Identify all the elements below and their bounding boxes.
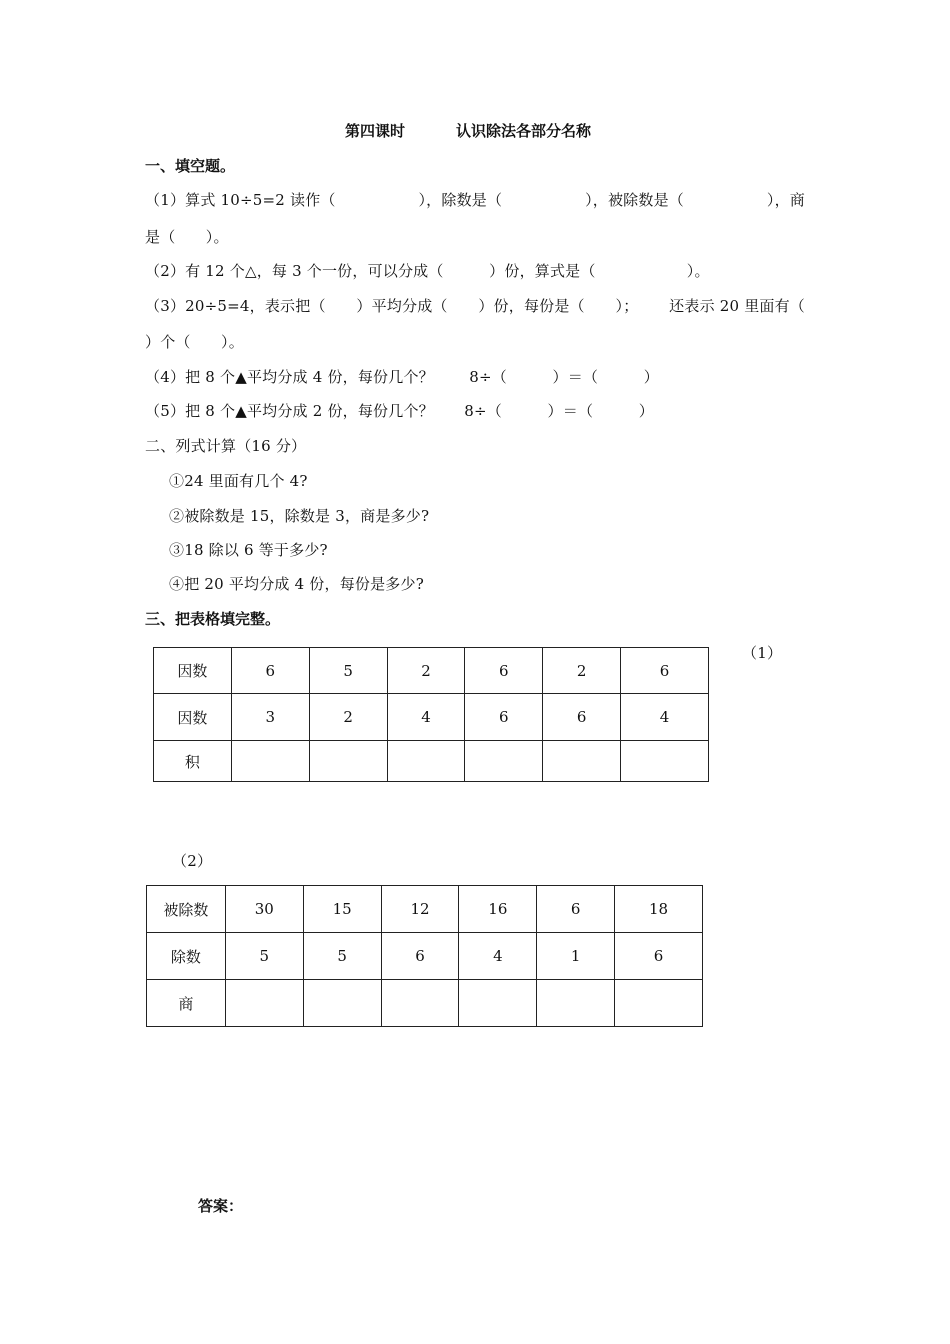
q3-part-e: 还表示 20 里面有（ <box>669 297 805 315</box>
table-cell: 6 <box>381 933 459 980</box>
blank-cell <box>459 980 537 1027</box>
row-header: 积 <box>154 741 232 782</box>
q3-part-b: ）平均分成（ <box>356 297 448 315</box>
table-cell: 6 <box>543 694 621 741</box>
table-cell: 4 <box>387 694 465 741</box>
table-cell: 16 <box>459 886 537 933</box>
table-row <box>147 980 703 1027</box>
blank-cell <box>387 741 465 782</box>
q1-part-c: ），被除数是（ <box>585 191 684 209</box>
q3-part-a: （3）20÷5=4，表示把（ <box>145 297 326 315</box>
q1-part-b: ），除数是（ <box>418 191 503 209</box>
row-header: 商 <box>147 980 226 1027</box>
table-cell: 5 <box>303 933 381 980</box>
row-header: 因数 <box>154 694 232 741</box>
question-4: （4）把 8 个▲平均分成 4 份，每份几个？ 8÷（ ）＝（ ） <box>145 368 659 386</box>
row-header: 被除数 <box>147 886 226 933</box>
table-cell: 18 <box>615 886 703 933</box>
table-cell: 2 <box>387 648 465 694</box>
blank-cell <box>465 741 543 782</box>
question-1-line-2: 是（ ）。 <box>145 228 229 246</box>
calc-item-2: ②被除数是 15，除数是 3，商是多少? <box>169 507 430 525</box>
q3-part-c: ）份，每份是（ <box>478 297 585 315</box>
dividend-quotient-table <box>146 885 703 1027</box>
table-cell: 30 <box>225 886 303 933</box>
table-cell: 6 <box>615 933 703 980</box>
question-5: （5）把 8 个▲平均分成 2 份，每份几个？ 8÷（ ）＝（ ） <box>145 402 654 420</box>
table-cell: 5 <box>225 933 303 980</box>
table-cell: 6 <box>537 886 615 933</box>
table-row <box>154 648 709 694</box>
table-row <box>147 886 703 933</box>
table-cell: 6 <box>465 648 543 694</box>
table-cell: 12 <box>381 886 459 933</box>
question-3-line-1 <box>145 295 805 316</box>
calc-item-4: ④把 20 平均分成 4 份，每份是多少? <box>169 575 424 593</box>
table-cell: 1 <box>537 933 615 980</box>
factor-product-table <box>153 647 709 782</box>
blank-cell <box>615 980 703 1027</box>
table2-label: （2） <box>172 852 213 870</box>
table-cell: 5 <box>309 648 387 694</box>
section1-heading: 一、填空题。 <box>145 157 236 175</box>
table-row <box>147 933 703 980</box>
section3-heading: 三、把表格填完整。 <box>145 610 281 628</box>
table-cell: 4 <box>459 933 537 980</box>
table-cell: 6 <box>621 648 709 694</box>
blank-cell <box>537 980 615 1027</box>
table1-label: （1） <box>742 644 783 662</box>
answer-label: 答案： <box>198 1197 244 1215</box>
blank-cell <box>381 980 459 1027</box>
blank-cell <box>303 980 381 1027</box>
page-title: 认识除法各部分名称 <box>456 122 592 140</box>
table-cell: 2 <box>309 694 387 741</box>
blank-cell <box>543 741 621 782</box>
calc-item-1: ①24 里面有几个 4? <box>169 472 308 490</box>
row-header: 因数 <box>154 648 232 694</box>
blank-cell <box>231 741 309 782</box>
table-cell: 4 <box>621 694 709 741</box>
section2-heading: 二、列式计算（16 分） <box>145 437 307 455</box>
table-cell: 6 <box>465 694 543 741</box>
q3-part-d: ）； <box>615 297 639 315</box>
lesson-label: 第四课时 <box>345 122 406 140</box>
table-cell: 15 <box>303 886 381 933</box>
blank-cell <box>309 741 387 782</box>
question-1-line-1 <box>145 189 805 210</box>
calc-item-3: ③18 除以 6 等于多少? <box>169 541 328 559</box>
row-header: 除数 <box>147 933 226 980</box>
question-3-line-2: ）个（ ）。 <box>145 333 244 351</box>
question-2: （2）有 12 个△，每 3 个一份，可以分成（ ）份，算式是（ ）。 <box>145 262 710 280</box>
blank-cell <box>621 741 709 782</box>
blank-cell <box>225 980 303 1027</box>
table-cell: 3 <box>231 694 309 741</box>
table-row <box>154 694 709 741</box>
table-cell: 2 <box>543 648 621 694</box>
table-row <box>154 741 709 782</box>
q1-part-d: ），商 <box>766 191 805 209</box>
table-cell: 6 <box>231 648 309 694</box>
q1-part-a: （1）算式 10÷5=2 读作（ <box>145 191 336 209</box>
